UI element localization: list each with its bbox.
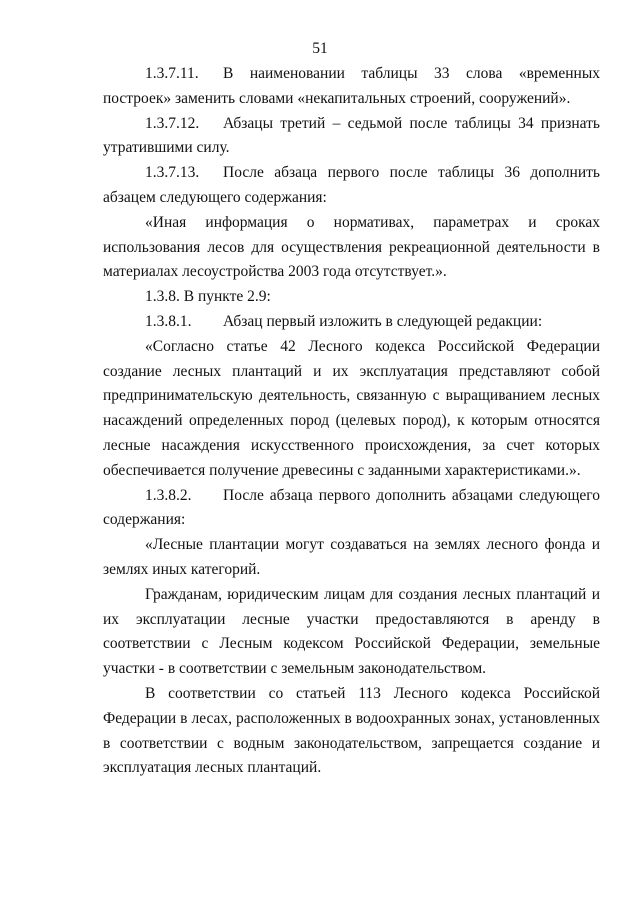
document-body	[103, 62, 600, 781]
paragraph-article-113: В соответствии со статьей 113 Лесного кодекса Российской Федерации в лесах, расположенных в водоохранных зонах, установленных в соответствии с водным законодательством, запрещается создание и эксплуатация лесных плантаций.	[103, 684, 600, 777]
paragraph-text: В наименовании таблицы 33 слова «временных построек» заменить словами «некапитальных строений, сооружений».	[103, 65, 600, 107]
paragraph-text: Абзацы третий – седьмой после таблицы 34 признать утратившими силу.	[103, 114, 600, 157]
paragraph-1-3-7-13	[103, 161, 600, 211]
paragraph-1-3-8-1	[103, 310, 600, 335]
quoted-paragraph-article-42: «Согласно статье 42 Лесного кодекса Российской Федерации создание лесных плантаций и их эксплуатация представляют собой предпринимательскую деятельность, связанную с выращиванием лесных насаждений определенных пород (целевых пород), к которым относятся лесные насаждения искусственного происхождения, за счет которых обеспечивается получение древесины с заданными характеристиками.».	[103, 337, 600, 479]
paragraph-text: После абзаца первого дополнить абзацами следующего содержания:	[103, 486, 600, 529]
quoted-paragraph-forest-plantations: «Лесные плантации могут создаваться на землях лесного фонда и землях иных категорий.	[103, 536, 600, 578]
clause-number: 1.3.7.11.	[145, 65, 199, 82]
clause-number: 1.3.8.2.	[145, 486, 192, 504]
clause-number: 1.3.8.1.	[145, 312, 192, 330]
clause-number: 1.3.7.12.	[145, 114, 200, 132]
paragraph-lease: Гражданам, юридическим лицам для создания лесных плантаций и их эксплуатации лесные участки предоставляются в аренду в соответствии с Лесным кодексом Российской Федерации, земельные участки - в соответствии с земельным законодательством.	[103, 585, 600, 678]
paragraph-1-3-8-2	[103, 484, 600, 534]
paragraph-1-3-7-12	[103, 112, 600, 162]
paragraph-1-3-7-11	[103, 62, 600, 112]
quoted-paragraph-recreation: «Иная информация о нормативах, параметрах и сроках использования лесов для осуществления рекреационной деятельности в материалах лесоустройства 2003 года отсутствует.».	[103, 213, 600, 281]
paragraph-text: После абзаца первого после таблицы 36 дополнить абзацем следующего содержания:	[103, 164, 600, 206]
paragraph-1-3-8: 1.3.8. В пункте 2.9:	[145, 288, 271, 306]
clause-number: 1.3.7.13.	[145, 164, 200, 182]
page-number: 51	[312, 40, 328, 57]
paragraph-text: Абзац первый изложить в следующей редакции:	[223, 312, 543, 330]
